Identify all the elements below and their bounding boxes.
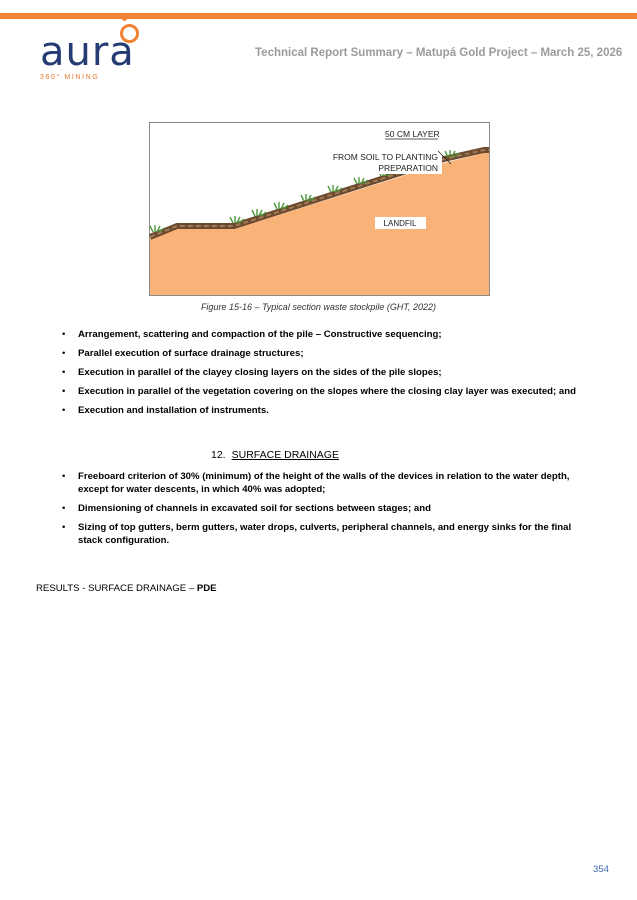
aura-logo (36, 22, 156, 88)
report-title: Technical Report Summary – Matupá Gold Project – March 25, 2026 (255, 47, 623, 59)
list-item: • Dimensioning of channels in excavated soil for sections between stages; and (62, 502, 592, 515)
list-item: • Sizing of top gutters, berm gutters, water drops, culverts, peripheral channels, and energy sinks for the final stack configuration. (62, 521, 592, 547)
results-prefix: RESULTS - SURFACE DRAINAGE – (36, 583, 197, 594)
list-item: • Execution in parallel of the vegetation covering on the slopes where the closing clay layer was executed; and (62, 385, 592, 398)
construction-steps-list (62, 328, 592, 423)
section-title: SURFACE DRAINAGE (231, 449, 339, 461)
section-heading (211, 449, 339, 461)
logo-dot-icon (122, 16, 127, 21)
header-accent-bar (0, 13, 637, 19)
list-item: • Arrangement, scattering and compaction of the pile – Constructive sequencing; (62, 328, 592, 341)
label-50cm-layer: 50 CM LAYER (385, 129, 440, 139)
stockpile-section-figure (149, 122, 490, 296)
page-number: 354 (593, 864, 610, 875)
logo-subtitle: 360° MINING (40, 74, 100, 81)
section-number: 12. (211, 449, 226, 461)
list-item: • Execution in parallel of the clayey closing layers on the sides of the pile slopes; (62, 366, 592, 379)
results-bold: PDE (196, 583, 217, 594)
figure-caption: Figure 15-16 – Typical section waste stockpile (GHT, 2022) (200, 302, 437, 312)
results-line (36, 583, 217, 594)
drainage-criteria-list (62, 470, 592, 553)
label-soil-line2: PREPARATION (378, 163, 438, 173)
logo-word: aura (40, 29, 135, 75)
list-item: • Execution and installation of instruments. (62, 404, 592, 417)
label-landfill: LANDFIL (383, 219, 417, 228)
label-soil-line1: FROM SOIL TO PLANTING (332, 152, 438, 162)
list-item: • Parallel execution of surface drainage structures; (62, 347, 592, 360)
list-item: • Freeboard criterion of 30% (minimum) of the height of the walls of the devices in relation to the water depth, except for water descents, in which 40% was adopted; (62, 470, 592, 496)
